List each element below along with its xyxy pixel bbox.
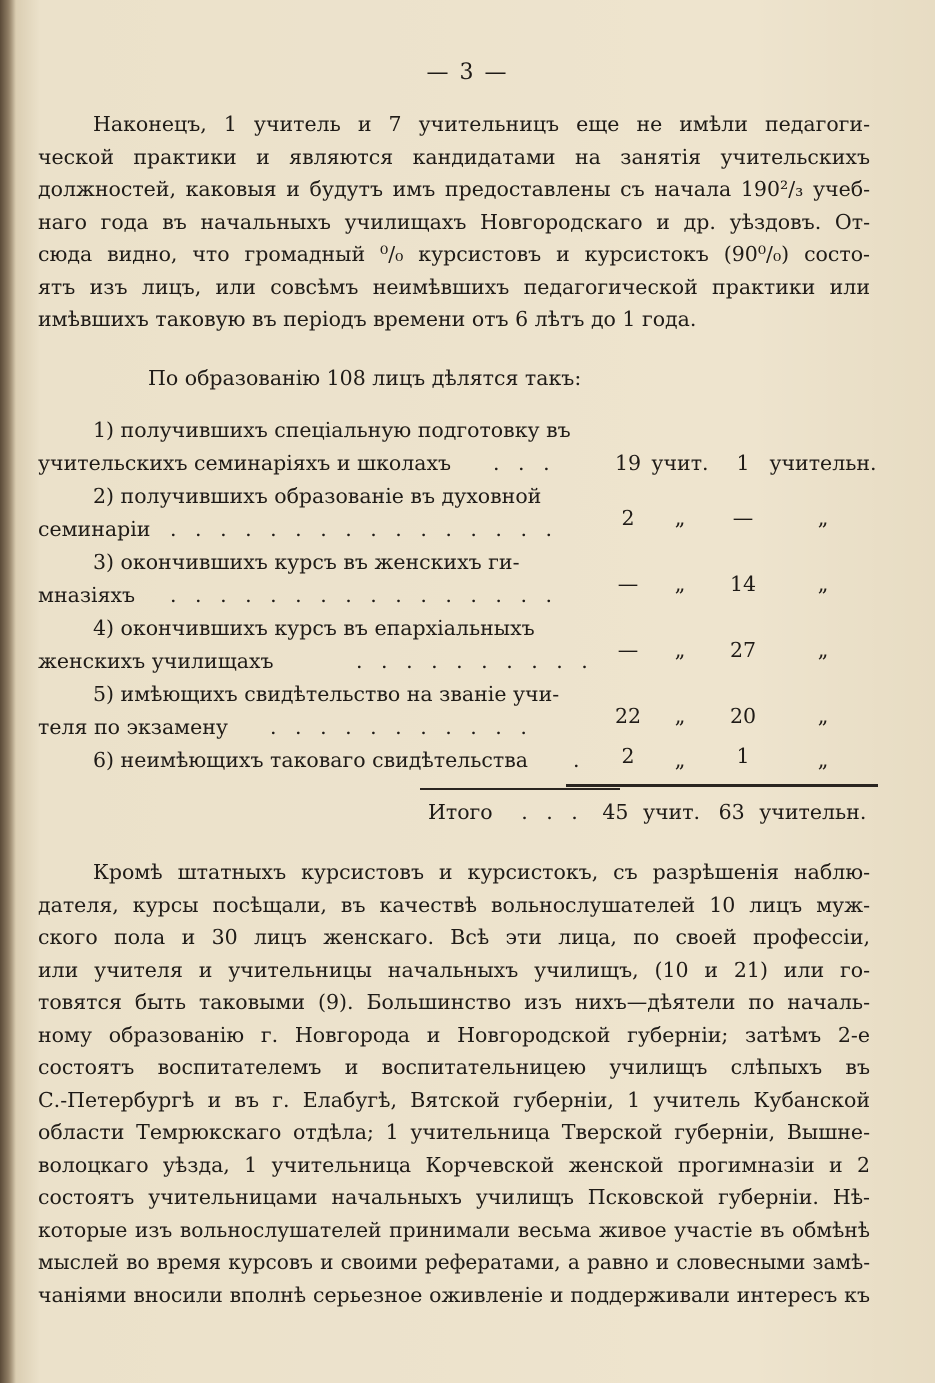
row-label-line-1: 3) окончившихъ курсъ въ женскихъ ги- <box>93 550 520 574</box>
row-label-line-2: мназіяхъ <box>38 583 136 607</box>
table-row <box>38 550 888 616</box>
total-rule-left <box>420 788 620 790</box>
row-label-line-1: 2) получившихъ образованіе въ духовной <box>93 484 542 508</box>
table-row <box>38 484 888 550</box>
row-label-line-1: 4) окончившихъ курсъ въ епархіальныхъ <box>93 616 535 640</box>
female-teachers-unit: „ <box>817 638 829 662</box>
text-line: мыслей во время курсовъ и своими рефератами, а равно и словесными замѣ- <box>38 1250 870 1274</box>
total-female-teachers-value: 63 <box>718 800 745 824</box>
text-line: волоцкаго уѣзда, 1 учительница Корчевской женской прогимназіи и 2 <box>38 1152 870 1177</box>
row-label-line-1: 6) неимѣющихъ таковаго свидѣтельства <box>93 748 529 772</box>
text-line: чаніями вносили вполнѣ серьезное оживленіе и поддерживали интересъ къ <box>38 1282 870 1307</box>
row-label-line-1: 5) имѣющихъ свидѣтельство на званіе учи- <box>93 682 560 706</box>
paragraph-3 <box>38 856 870 1311</box>
row-label-line-2: учительскихъ семинаріяхъ и школахъ <box>38 451 452 475</box>
table-row <box>38 616 888 682</box>
teachers-value: — <box>617 638 639 662</box>
female-teachers-value: — <box>732 506 754 530</box>
text-line: ского пола и 30 лицъ женскаго. Всѣ эти лица, по своей профессіи, <box>38 925 870 949</box>
female-teachers-value: 1 <box>736 744 750 768</box>
row-label-line-2: семинаріи <box>38 517 151 541</box>
leader-dots: . . . <box>521 800 584 824</box>
leader-dots: . . . . . . . . . . . <box>270 715 533 739</box>
female-teachers-unit: учительн. <box>769 451 877 475</box>
text-line: или учителя и учительницы начальныхъ училищъ, (10 и 21) или го- <box>38 957 870 982</box>
female-teachers-value: 20 <box>729 704 757 728</box>
text-line: области Темрюкскаго отдѣла; 1 учительница Тверской губерніи, Вышне- <box>38 1120 870 1144</box>
total-row <box>428 800 866 824</box>
text-line: имѣвшихъ таковую въ періодъ времени отъ 6 лѣтъ до 1 года. <box>38 307 697 331</box>
total-rule <box>566 784 878 787</box>
row-label-line-2: женскихъ училищахъ <box>38 649 274 673</box>
paragraph-2: По образованію 108 лицъ дѣлятся такъ: <box>148 366 582 390</box>
teachers-value: 2 <box>621 506 635 530</box>
book-spine-shadow <box>0 0 16 1383</box>
female-teachers-unit: „ <box>817 506 829 530</box>
table-row <box>38 744 888 788</box>
text-line: состоятъ воспитателемъ и воспитательницею училищъ слѣпыхъ въ <box>38 1055 870 1079</box>
text-line: должностей, каковыя и будутъ имъ предоставлены съ начала 190²/₃ учеб- <box>38 177 870 201</box>
teachers-value: — <box>617 572 639 596</box>
teachers-unit: „ <box>674 748 686 772</box>
teachers-value: 19 <box>614 451 642 475</box>
teachers-unit: „ <box>674 638 686 662</box>
total-label: Итого <box>428 800 493 824</box>
table-row <box>38 682 888 748</box>
page-number: — 3 — <box>426 60 509 85</box>
table-row <box>38 418 888 484</box>
text-line: С.-Петербургѣ и въ г. Елабугѣ, Вятской губерніи, 1 учитель Кубанской <box>38 1087 870 1112</box>
text-line: наго года въ начальныхъ училищахъ Новгородскаго и др. уѣздовъ. От- <box>38 209 870 234</box>
education-table <box>38 418 888 788</box>
total-teachers-value: 45 <box>602 800 629 824</box>
paragraph-1 <box>38 108 870 336</box>
total-female-teachers-unit: учительн. <box>759 800 867 824</box>
leader-dots: . . . <box>493 451 556 475</box>
female-teachers-value: 1 <box>736 451 750 475</box>
teachers-unit: учит. <box>651 451 709 475</box>
teachers-unit: „ <box>674 572 686 596</box>
row-label-line-1: 1) получившихъ спеціальную подготовку въ <box>93 418 571 442</box>
text-line: состоятъ учительницами начальныхъ училищъ Псковской губерніи. Нѣ- <box>38 1185 870 1209</box>
text-line: товятся быть таковыми (9). Большинство изъ нихъ—дѣятели по началь- <box>38 990 870 1014</box>
leader-dots: . . . . . . . . . . . . . . . . <box>170 583 559 607</box>
text-line: ному образованію г. Новгорода и Новгородской губерніи; затѣмъ 2-е <box>38 1022 870 1047</box>
leader-dots: . . . . . . . . . . <box>356 649 594 673</box>
text-line: которые изъ вольнослушателей принимали весьма живое участіе въ обмѣнѣ <box>38 1217 870 1242</box>
total-teachers-unit: учит. <box>642 800 701 824</box>
female-teachers-unit: „ <box>817 748 829 772</box>
female-teachers-value: 14 <box>729 572 757 596</box>
text-line: Кромѣ штатныхъ курсистовъ и курсистокъ, съ разрѣшенія наблю- <box>93 860 870 884</box>
female-teachers-unit: „ <box>817 704 829 728</box>
text-line: Наконецъ, 1 учитель и 7 учительницъ еще не имѣли педагоги- <box>93 112 870 136</box>
text-line: сюда видно, что громадный ⁰/₀ курсистовъ и курсистокъ (90⁰/₀) состо- <box>38 242 870 266</box>
text-line: ческой практики и являются кандидатами на занятія учительскихъ <box>38 144 870 169</box>
row-label-line-2: теля по экзамену <box>38 715 228 739</box>
text-line: ятъ изъ лицъ, или совсѣмъ неимѣвшихъ педагогической практики или <box>38 274 870 299</box>
leader-dots: . <box>573 748 586 772</box>
teachers-value: 22 <box>614 704 642 728</box>
female-teachers-unit: „ <box>817 572 829 596</box>
leader-dots: . . . . . . . . . . . . . . . . <box>170 517 559 541</box>
female-teachers-value: 27 <box>729 638 757 662</box>
teachers-value: 2 <box>621 744 635 768</box>
teachers-unit: „ <box>674 506 686 530</box>
text-line: дателя, курсы посѣщали, въ качествѣ вольнослушателей 10 лицъ муж- <box>38 892 870 917</box>
teachers-unit: „ <box>674 704 686 728</box>
